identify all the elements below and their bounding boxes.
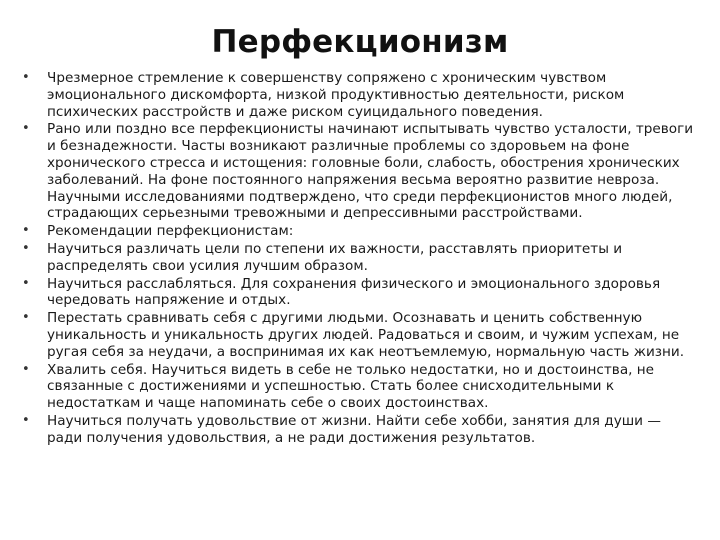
bullet-item: [20, 413, 700, 447]
bullet-dot-icon: •: [22, 70, 30, 85]
bullet-text: Перестать сравнивать себя с другими людьми. Осознавать и ценить собственную уникальность и уникальность других людей. Радоваться и своим, и чужим успехам, не ругая себя за неудачи, а воспринимая их как неотъемлемую, нормальную часть жизни.: [47, 310, 685, 360]
bullet-text: Хвалить себя. Научиться видеть в себе не только недостатки, но и достоинства, не связанные с достижениями и успешностью. Стать более снисходительными к недостаткам и чаще напоминать себе о своих достоинствах.: [47, 361, 655, 412]
bullet-text: Научиться получать удовольствие от жизни. Найти себе хобби, занятия для души — ради получения удовольствия, а не ради достижения результатов.: [47, 412, 661, 446]
bullet-list: [20, 70, 700, 448]
bullet-item: [20, 310, 700, 360]
bullet-item: [20, 362, 700, 412]
bullet-text: Рекомендации перфекционистам:: [47, 223, 294, 240]
bullet-item: [20, 276, 700, 310]
bullet-dot-icon: •: [22, 275, 30, 291]
bullet-dot-icon: •: [22, 223, 30, 239]
bullet-text: Научиться расслабляться. Для сохранения физического и эмоционального здоровья чередовать напряжение и отдых.: [47, 275, 661, 309]
bullet-dot-icon: •: [22, 240, 30, 256]
bullet-text: Рано или поздно все перфекционисты начинают испытывать чувство усталости, тревоги и безнадежности. Часты возникают различные проблемы со здоровьем на фоне хронического стресса и истощения: головные боли, слабость, обострения хронических заболеваний. На фоне постоянного напряжения весьма вероятно развитие невроза. Научными исследованиями подтверждено, что среди перфекционистов много людей, страдающих серьезными тревожными и депрессивными расстройствами.: [47, 121, 694, 222]
bullet-item: [20, 70, 700, 120]
bullet-text: Чрезмерное стремление к совершенству сопряжено с хроническим чувством эмоционального дискомфорта, низкой продуктивностью деятельности, риском психических расстройств и даже риском суицидального поведения.: [47, 70, 625, 120]
slide-title: Перфекционизм: [211, 24, 509, 60]
bullet-text: Научиться различать цели по степени их важности, расставлять приоритеты и распределять свои усилия лучшим образом.: [47, 240, 623, 274]
bullet-dot-icon: •: [22, 310, 30, 326]
bullet-dot-icon: •: [22, 412, 30, 428]
bullet-item: [20, 223, 700, 240]
bullet-dot-icon: •: [22, 361, 30, 377]
bullet-dot-icon: •: [22, 121, 30, 137]
bullet-item: [20, 121, 700, 222]
bullet-item: [20, 241, 700, 275]
